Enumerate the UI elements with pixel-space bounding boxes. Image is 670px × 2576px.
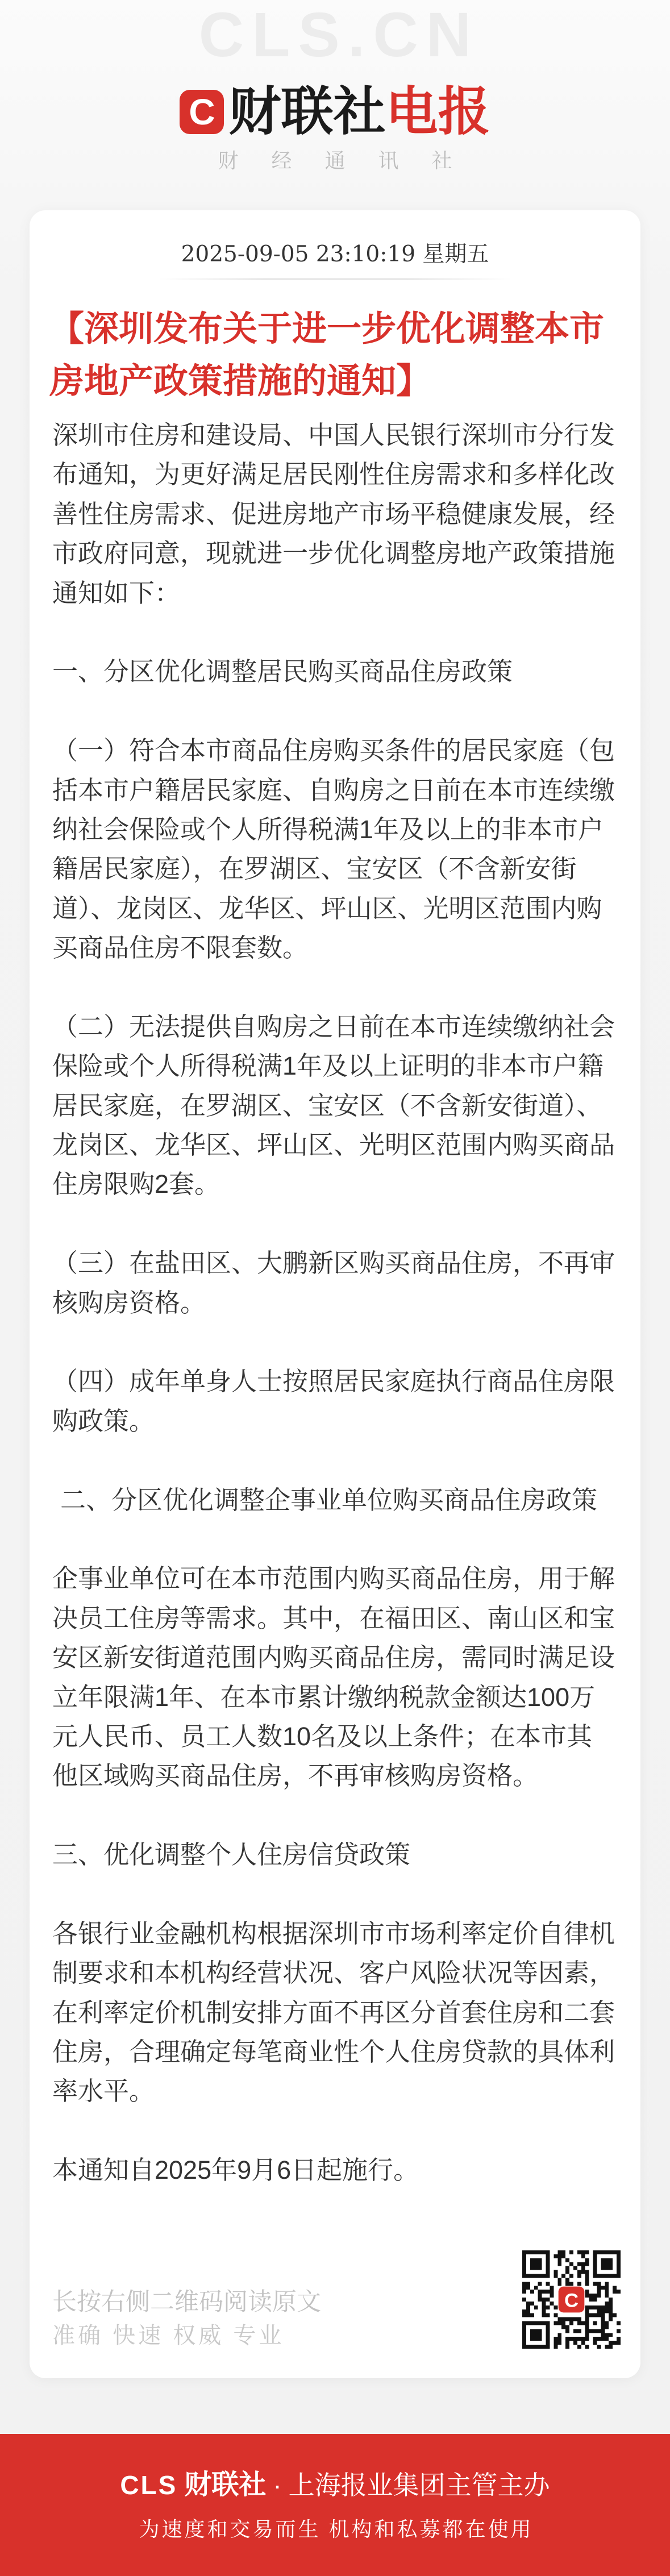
body-line: 龙岗区、龙华区、坪山区、光明区范围内购买商品 (52, 1130, 615, 1160)
qr-code-icon[interactable] (522, 2250, 621, 2349)
brand-logo (0, 83, 670, 141)
cls-c-logo-icon: C (180, 90, 224, 134)
section-2-heading (52, 1480, 621, 1520)
body-line: 通知如下： (52, 578, 181, 607)
body-line: 籍居民家庭），在罗湖区、宝安区（不含新安街 (52, 854, 577, 884)
section-3-body (52, 1914, 621, 2111)
body-line: 本通知自2025年9月6日起施行。 (52, 2155, 419, 2185)
footer-banner (0, 2434, 670, 2576)
body-line: （二）无法提供自购房之日前在本市连续缴纳社会 (52, 1012, 615, 1041)
body-line: 购政策。 (52, 1406, 155, 1435)
body-line: 买商品住房不限套数。 (52, 933, 309, 963)
article-title (30, 302, 640, 407)
body-line: 他区域购买商品住房，不再审核购房资格。 (52, 1761, 539, 1791)
footer-cls-mark: CLS (120, 2470, 178, 2500)
qr-logo-letter: C (564, 2290, 579, 2312)
body-line: 市政府同意，现就进一步优化调整房地产政策措施 (52, 539, 615, 568)
body-line: 核购房资格。 (52, 1288, 206, 1317)
body-line: 纳社会保险或个人所得税满1年及以上的非本市户 (52, 814, 604, 844)
effective-date (52, 2150, 621, 2190)
footer-publisher: 上海报业集团主管主办 (288, 2470, 550, 2500)
body-line: 元人民币、员工人数10名及以上条件；在本市其 (52, 1721, 593, 1751)
brand-name: 财联社 (228, 83, 386, 141)
article-card (30, 210, 640, 2378)
section-heading-line: 二、分区优化调整企事业单位购买商品住房政策 (60, 1485, 598, 1514)
clause-3 (52, 1243, 621, 1322)
footer-slogan: 为速度和交易而生 机构和私募都在使用 (139, 2517, 534, 2541)
section-2-body (52, 1559, 621, 1795)
body-line: 居民家庭，在罗湖区、宝安区（不含新安街道）、 (52, 1091, 602, 1120)
body-line: 深圳市住房和建设局、中国人民银行深圳市分行发 (52, 421, 615, 450)
date-divider (159, 278, 511, 280)
article-body (30, 415, 640, 2190)
footer-separator: · (273, 2470, 282, 2500)
body-line: 布通知，为更好满足居民刚性住房需求和多样化改 (52, 460, 615, 489)
body-line: 立年限满1年、在本市累计缴纳税款金额达100万 (52, 1682, 596, 1712)
body-line: 决员工住房等需求。其中，在福田区、南山区和宝 (52, 1603, 615, 1633)
watermark: CLS.CN (198, 0, 480, 70)
body-line: 各银行业金融机构根据深圳市市场利率定价自律机 (52, 1919, 615, 1948)
section-heading-line: 三、优化调整个人住房信贷政策 (52, 1840, 411, 1870)
body-line: 住房限购2套。 (52, 1170, 220, 1199)
body-line: 住房，合理确定每笔商业性个人住房贷款的具体利 (52, 2037, 615, 2067)
body-line: 保险或个人所得税满1年及以上证明的非本市户籍 (52, 1051, 604, 1081)
body-line: 括本市户籍居民家庭、自购房之日前在本市连续缴 (52, 775, 615, 805)
brand-wordmark (228, 83, 490, 141)
section-heading-line: 一、分区优化调整居民购买商品住房政策 (52, 657, 513, 686)
body-line: （三）在盐田区、大鹏新区购买商品住房，不再审 (52, 1249, 615, 1278)
body-line: 制要求和本机构经营状况、客户风险状况等因素， (52, 1958, 615, 1988)
brand-suffix: 电报 (385, 83, 490, 141)
paragraph-intro (52, 415, 621, 613)
publish-datetime: 2025-09-05 23:10:19 星期五 (181, 242, 489, 267)
body-line: 企事业单位可在本市范围内购买商品住房，用于解 (52, 1564, 615, 1593)
body-line: 在利率定价机制安排方面不再区分首套住房和二套 (52, 1997, 615, 2027)
footer-brand-line (0, 2468, 670, 2502)
section-3-heading (52, 1835, 621, 1874)
section-1-heading (52, 652, 621, 691)
body-line: （一）符合本市商品住房购买条件的居民家庭（包 (52, 736, 615, 765)
clause-1 (52, 731, 621, 967)
qr-hint: 长按右侧二维码阅读原文 (52, 2288, 321, 2316)
body-line: 善性住房需求、促进房地产市场平稳健康发展，经 (52, 499, 615, 528)
card-slogan: 准确 快速 权威 专业 (52, 2323, 285, 2348)
clause-2 (52, 1007, 621, 1204)
body-line: 道）、龙岗区、龙华区、坪山区、光明区范围内购 (52, 893, 602, 923)
title-line: 【深圳发布关于进一步优化调整本市 (49, 309, 605, 348)
body-line: 安区新安街道范围内购买商品住房，需同时满足设 (52, 1643, 615, 1672)
body-line: 率水平。 (52, 2076, 155, 2106)
clause-4 (52, 1362, 621, 1441)
footer-brand: 财联社 (184, 2470, 267, 2500)
tagline: 财 经 通 讯 社 (218, 149, 466, 172)
title-line: 房地产政策措施的通知】 (49, 361, 431, 400)
body-line: （四）成年单身人士按照居民家庭执行商品住房限 (52, 1367, 615, 1396)
